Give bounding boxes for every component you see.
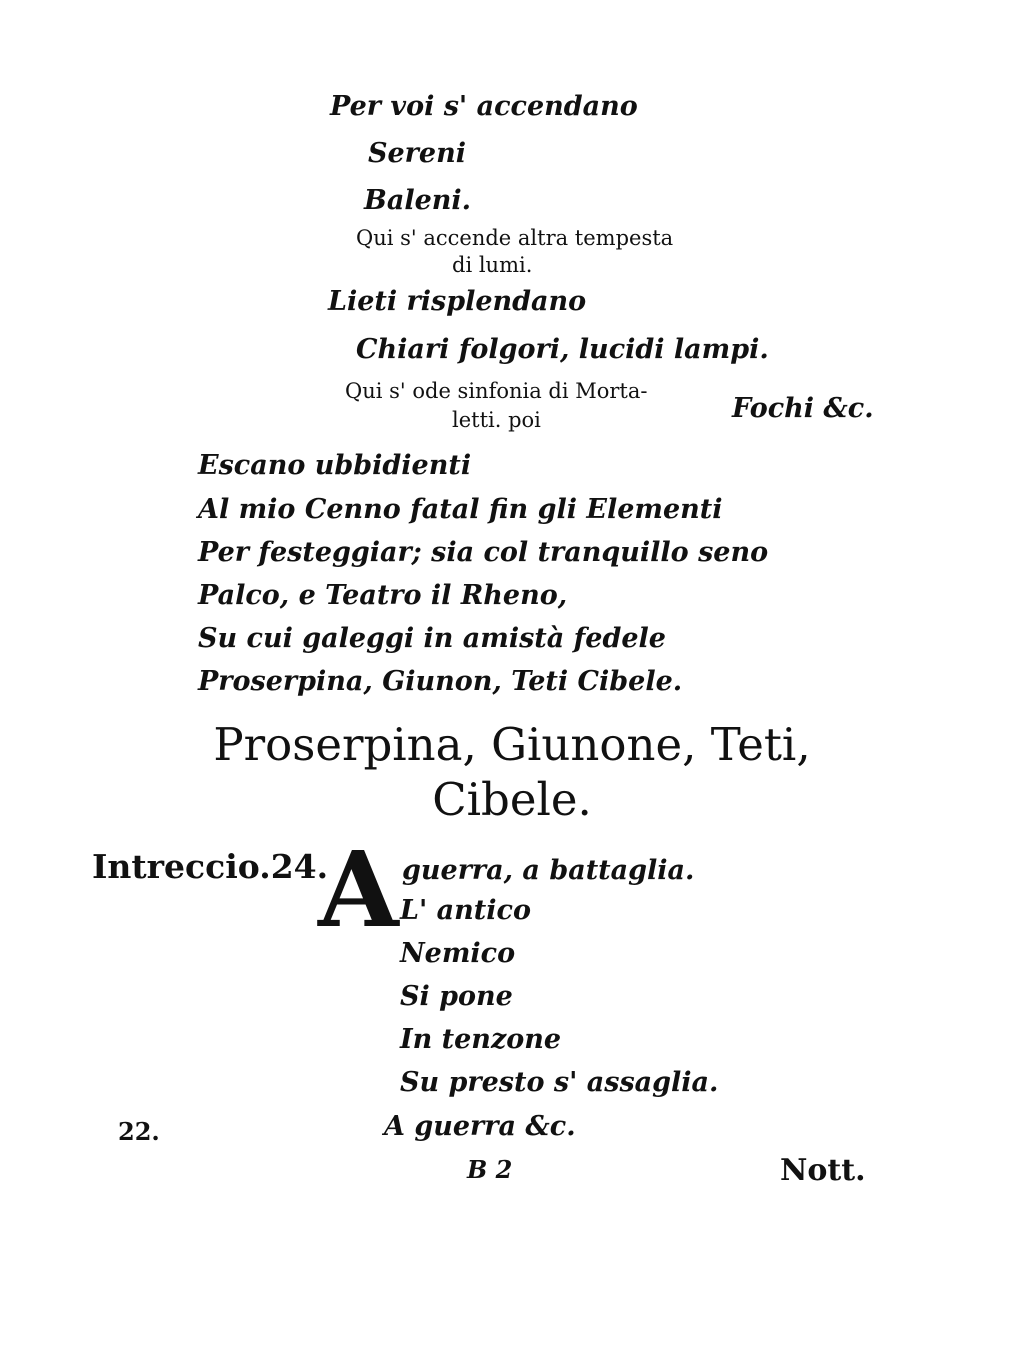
page-number: 22. <box>118 1117 160 1146</box>
verse-line: Si pone <box>400 981 513 1012</box>
stage-direction-line: di lumi. <box>452 253 533 277</box>
verse-line: Sereni <box>368 138 466 169</box>
drop-cap: A <box>318 828 399 951</box>
verse-line: Escano ubbidienti <box>198 450 472 481</box>
verse-line: Baleni. <box>364 185 472 216</box>
verse-line: Palco, e Teatro il Rheno, <box>198 580 568 611</box>
verse-line: L' antico <box>400 895 531 926</box>
verse-line: Lieti risplendano <box>328 286 587 317</box>
verse-line: Proserpina, Giunon, Teti Cibele. <box>198 666 683 697</box>
verse-line: guerra, a battaglia. <box>402 855 695 886</box>
stage-direction-line: Qui s' accende altra tempesta <box>356 226 674 250</box>
verse-line: Chiari folgori, lucidi lampi. <box>356 334 769 365</box>
catchword: Nott. <box>780 1153 866 1188</box>
characters-heading: Cibele. <box>432 773 592 826</box>
verse-line: Al mio Cenno fatal fin gli Elementi <box>198 494 723 525</box>
verse-line: Per festeggiar; sia col tranquillo seno <box>198 537 769 568</box>
intreccio-label: Intreccio.24. <box>92 847 329 886</box>
signature-mark: B 2 <box>467 1155 513 1184</box>
side-note: Fochi &c. <box>732 393 874 424</box>
stage-direction-line: letti. poi <box>452 408 541 432</box>
verse-line: A guerra &c. <box>384 1111 576 1142</box>
verse-line: Per voi s' accendano <box>330 91 638 122</box>
verse-line: Su presto s' assaglia. <box>400 1067 719 1098</box>
characters-heading: Proserpina, Giunone, Teti, <box>213 718 811 771</box>
stage-direction-line: Qui s' ode sinfonia di Morta- <box>345 379 648 403</box>
verse-line: Su cui galeggi in amistà fedele <box>198 623 666 654</box>
verse-line: Nemico <box>400 938 516 969</box>
verse-line: In tenzone <box>400 1024 562 1055</box>
